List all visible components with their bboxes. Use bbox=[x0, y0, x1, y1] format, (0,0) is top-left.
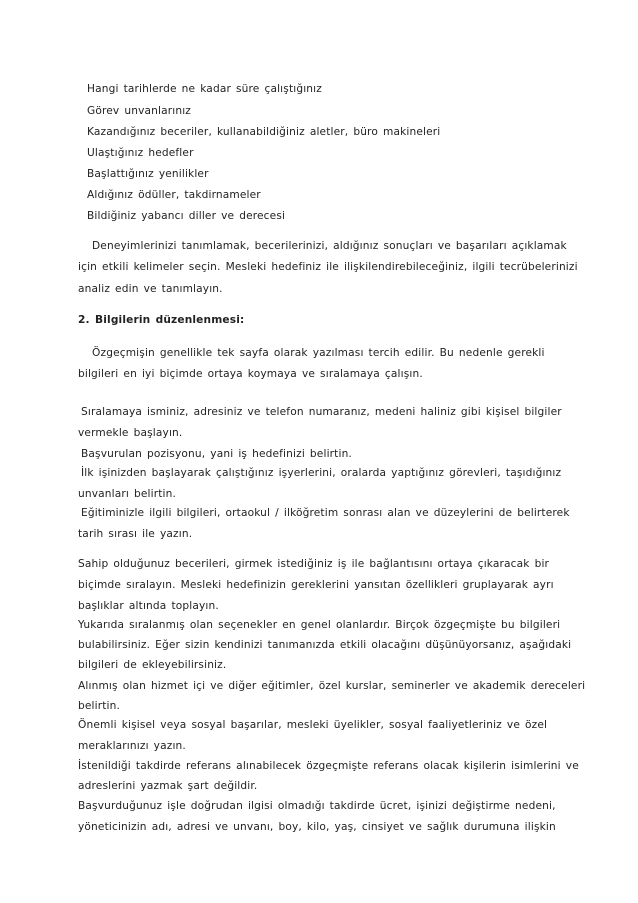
paragraph-line: için etkili kelimeler seçin. Mesleki hedefiniz ile ilişkilendirebileceğiniz, ilgili tecrübelerinizi bbox=[78, 261, 578, 273]
paragraph-line: Önemli kişisel veya sosyal başarılar, mesleki üyelikler, sosyal faaliyetleriniz ve özel bbox=[78, 719, 548, 731]
list-item-innovations: Başlattığınız yenilikler bbox=[87, 168, 209, 180]
paragraph-line: Deneyimlerinizi tanımlamak, becerilerinizi, aldığınız sonuçları ve başarıları açıklamak bbox=[92, 240, 567, 252]
paragraph-line: vermekle başlayın. bbox=[78, 427, 183, 439]
list-item-goals: Ulaştığınız hedefler bbox=[87, 147, 194, 159]
paragraph-line: başlıklar altında toplayın. bbox=[78, 600, 219, 612]
paragraph-line: meraklarınızı yazın. bbox=[78, 740, 186, 752]
list-item-skills: Kazandığınız beceriler, kullanabildiğiniz aletler, büro makineleri bbox=[87, 126, 441, 138]
paragraph-line: biçimde sıralayın. Mesleki hedefinizin gereklerini yansıtan özellikleri gruplayarak ayrı bbox=[78, 579, 554, 591]
section-heading: 2. Bilgilerin düzenlenmesi: bbox=[78, 314, 245, 326]
paragraph-line: belirtin. bbox=[78, 700, 121, 712]
paragraph-line: yöneticinizin adı, adresi ve unvanı, boy, kilo, yaş, cinsiyet ve sağlık durumuna ilişkin bbox=[78, 821, 556, 833]
paragraph-line: adreslerini yazmak şart değildir. bbox=[78, 780, 258, 792]
paragraph-line: bulabilirsiniz. Eğer sizin kendinizi tanımanızda etkili olacağını düşünüyorsanız, aşağıdaki bbox=[78, 639, 572, 651]
paragraph-line: Başvurulan pozisyonu, yani iş hedefinizi belirtin. bbox=[81, 448, 352, 460]
paragraph-line: unvanları belirtin. bbox=[78, 488, 177, 500]
paragraph-line: Sıralamaya isminiz, adresiniz ve telefon numaranız, medeni haliniz gibi kişisel bilgiler bbox=[81, 406, 562, 418]
paragraph-line: Eğitiminizle ilgili bilgileri, ortaokul / ilköğretim sonrası alan ve düzeylerini de belirterek bbox=[81, 507, 570, 519]
paragraph-line: Özgeçmişin genellikle tek sayfa olarak yazılması tercih edilir. Bu nedenle gerekli bbox=[92, 347, 545, 359]
list-item-awards: Aldığınız ödüller, takdirnameler bbox=[87, 189, 261, 201]
list-item-job-titles: Görev unvanlarınız bbox=[87, 105, 192, 117]
list-item-work-dates: Hangi tarihlerde ne kadar süre çalıştığınız bbox=[87, 83, 322, 95]
paragraph-line: Sahip olduğunuz becerileri, girmek istediğiniz iş ile bağlantısını ortaya çıkaracak bir bbox=[78, 558, 550, 570]
paragraph-line: İstenildiği takdirde referans alınabilecek özgeçmişte referans olacak kişilerin isimlerini ve bbox=[78, 760, 579, 772]
paragraph-line: tarih sırası ile yazın. bbox=[78, 528, 193, 540]
paragraph-line: Alınmış olan hizmet içi ve diğer eğitimler, özel kurslar, seminerler ve akademik dereceleri bbox=[78, 680, 586, 692]
list-item-languages: Bildiğiniz yabancı diller ve derecesi bbox=[87, 210, 286, 222]
paragraph-line: analiz edin ve tanımlayın. bbox=[78, 283, 223, 295]
paragraph-line: bilgileri en iyi biçimde ortaya koymaya ve sıralamaya çalışın. bbox=[78, 368, 423, 380]
paragraph-line: Başvurduğunuz işle doğrudan ilgisi olmadığı takdirde ücret, işinizi değiştirme nedeni, bbox=[78, 800, 556, 812]
paragraph-line: İlk işinizden başlayarak çalıştığınız işyerlerini, oralarda yaptığınız görevleri, taşıdığınız bbox=[81, 467, 562, 479]
paragraph-line: Yukarıda sıralanmış olan seçenekler en genel olanlardır. Birçok özgeçmişte bu bilgileri bbox=[78, 619, 561, 631]
paragraph-line: bilgileri de ekleyebilirsiniz. bbox=[78, 659, 227, 671]
